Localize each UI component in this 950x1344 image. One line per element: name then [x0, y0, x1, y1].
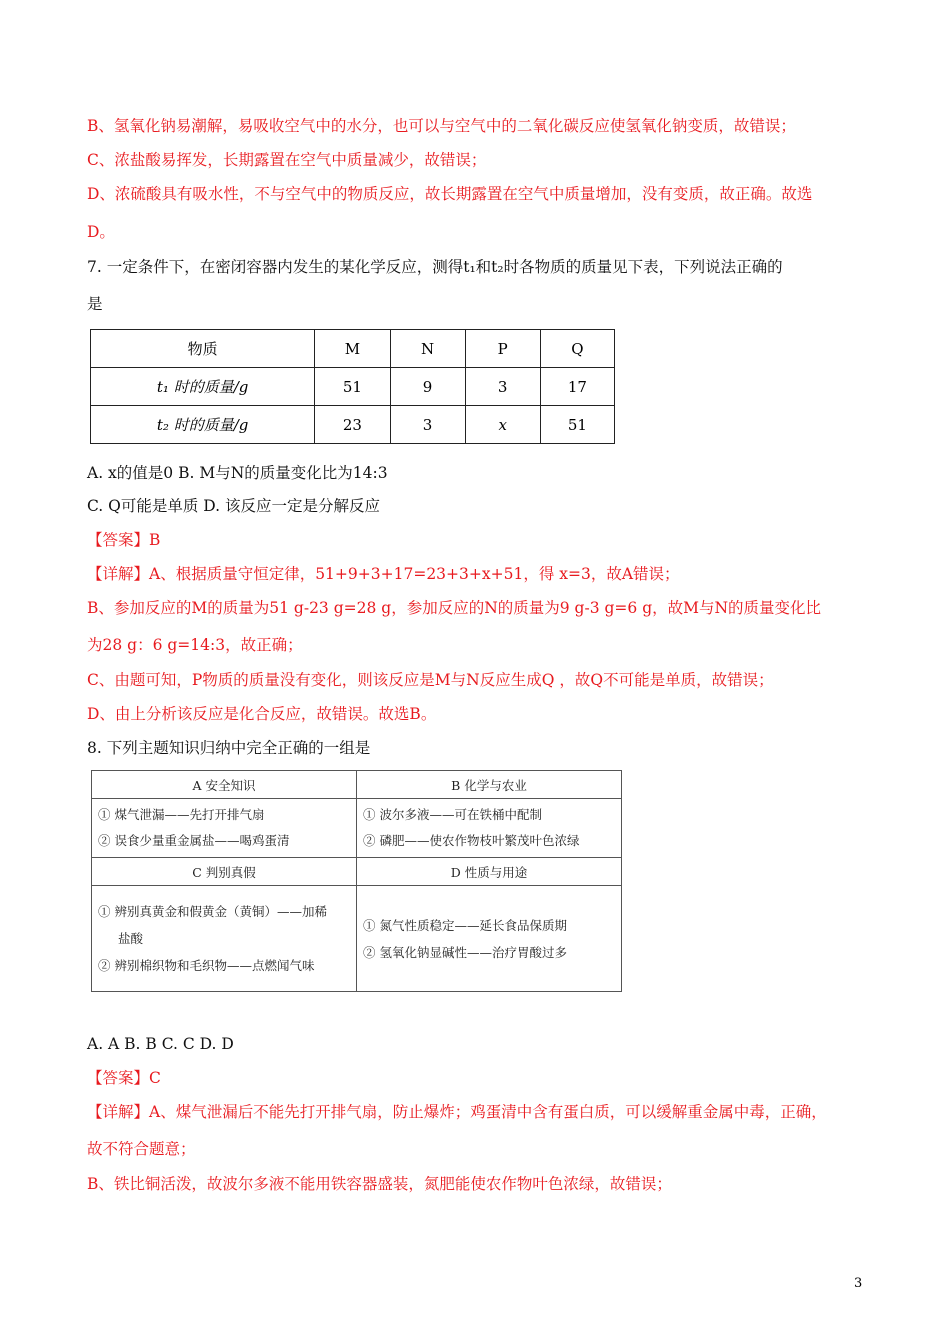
table-cell: 3 — [390, 406, 465, 444]
list-item: ① 波尔多液——可在铁桶中配制 — [363, 807, 542, 823]
question-7-stem: 7. 一定条件下，在密闭容器内发生的某化学反应，测得t₁和t₂时各物质的质量见下表，下列说法正确的 — [87, 258, 783, 276]
question-7-options-cd: C. Q可能是单质 D. 该反应一定是分解反应 — [87, 497, 381, 515]
list-item-continuation: 盐酸 — [118, 931, 144, 947]
explanation-line-b: B、氢氧化钠易潮解，易吸收空气中的水分，也可以与空气中的二氧化碳反应使氢氧化钠变质，故错误； — [87, 117, 796, 135]
question-7-options-ab: A. x的值是0 B. M与N的质量变化比为14:3 — [87, 464, 388, 482]
question-8-detail-a-end: 故不符合题意； — [87, 1140, 196, 1158]
question-8-stem: 8. 下列主题知识归纳中完全正确的一组是 — [87, 739, 371, 757]
table-cell: 23 — [315, 406, 390, 444]
table-cell-c — [92, 886, 357, 992]
table-row-label: t₁ 时的质量/g — [91, 368, 315, 406]
table-cell: x — [465, 406, 540, 444]
question-8-table — [91, 770, 622, 992]
question-7-stem-end: 是 — [87, 295, 103, 313]
explanation-line-d-end: D。 — [87, 223, 115, 241]
question-7-detail-a: 【详解】A、根据质量守恒定律，51+9+3+17=23+3+x+51，得 x=3，故A错误； — [87, 565, 680, 583]
list-item: ① 煤气泄漏——先打开排气扇 — [98, 807, 265, 823]
table-header-c: C 判别真假 — [92, 857, 357, 885]
list-item: ② 磷肥——使农作物枝叶繁茂叶色浓绿 — [363, 833, 580, 849]
table-header-cell: N — [390, 330, 465, 368]
table-cell-b — [357, 799, 622, 858]
list-item: ② 误食少量重金属盐——喝鸡蛋清 — [98, 833, 290, 849]
table-header-b: B 化学与农业 — [357, 771, 622, 799]
table-cell-a — [92, 799, 357, 858]
question-7-detail-c: C、由题可知，P物质的质量没有变化，则该反应是M与N反应生成Q ，故Q不可能是单质，故错误； — [87, 671, 774, 689]
list-item: ① 氮气性质稳定——延长食品保质期 — [363, 917, 567, 933]
list-item: ② 辨别棉织物和毛织物——点燃闻气味 — [98, 958, 315, 974]
table-cell: 51 — [315, 368, 390, 406]
question-7-table — [90, 329, 615, 444]
question-8-options: A. A B. B C. C D. D — [87, 1035, 234, 1053]
table-cell-d — [357, 886, 622, 992]
question-7-answer: 【答案】B — [87, 531, 161, 549]
table-header-a: A 安全知识 — [92, 771, 357, 799]
question-8-detail-b: B、铁比铜活泼，故波尔多液不能用铁容器盛装，氮肥能使农作物叶色浓绿，故错误； — [87, 1175, 672, 1193]
question-7-detail-d: D、由上分析该反应是化合反应，故错误。故选B。 — [87, 705, 437, 723]
question-8-answer: 【答案】C — [87, 1069, 161, 1087]
list-item: ② 氢氧化钠显碱性——治疗胃酸过多 — [363, 944, 567, 960]
table-row-label: t₂ 时的质量/g — [91, 406, 315, 444]
table-header-cell: M — [315, 330, 390, 368]
explanation-line-d: D、浓硫酸具有吸水性，不与空气中的物质反应，故长期露置在空气中质量增加，没有变质，故正确。故选 — [87, 185, 813, 203]
table-header-d: D 性质与用途 — [357, 857, 622, 885]
table-header-cell: 物质 — [91, 330, 315, 368]
question-7-detail-b: B、参加反应的M的质量为51 g-23 g=28 g，参加反应的N的质量为9 g-3 g=6 g，故M与N的质量变化比 — [87, 599, 822, 617]
explanation-line-c: C、浓盐酸易挥发，长期露置在空气中质量减少，故错误； — [87, 151, 487, 169]
question-8-detail-a: 【详解】A、煤气泄漏后不能先打开排气扇，防止爆炸；鸡蛋清中含有蛋白质，可以缓解重金属中毒，正确， — [87, 1103, 827, 1121]
page-number: 3 — [854, 1276, 863, 1291]
table-header-cell: P — [465, 330, 540, 368]
table-cell: 51 — [540, 406, 614, 444]
table-cell: 17 — [540, 368, 614, 406]
question-7-detail-b-end: 为28 g：6 g=14:3，故正确； — [87, 636, 303, 654]
table-cell: 3 — [465, 368, 540, 406]
list-item: ① 辨别真黄金和假黄金（黄铜）——加稀 — [98, 904, 327, 920]
table-header-cell: Q — [540, 330, 614, 368]
table-cell: 9 — [390, 368, 465, 406]
